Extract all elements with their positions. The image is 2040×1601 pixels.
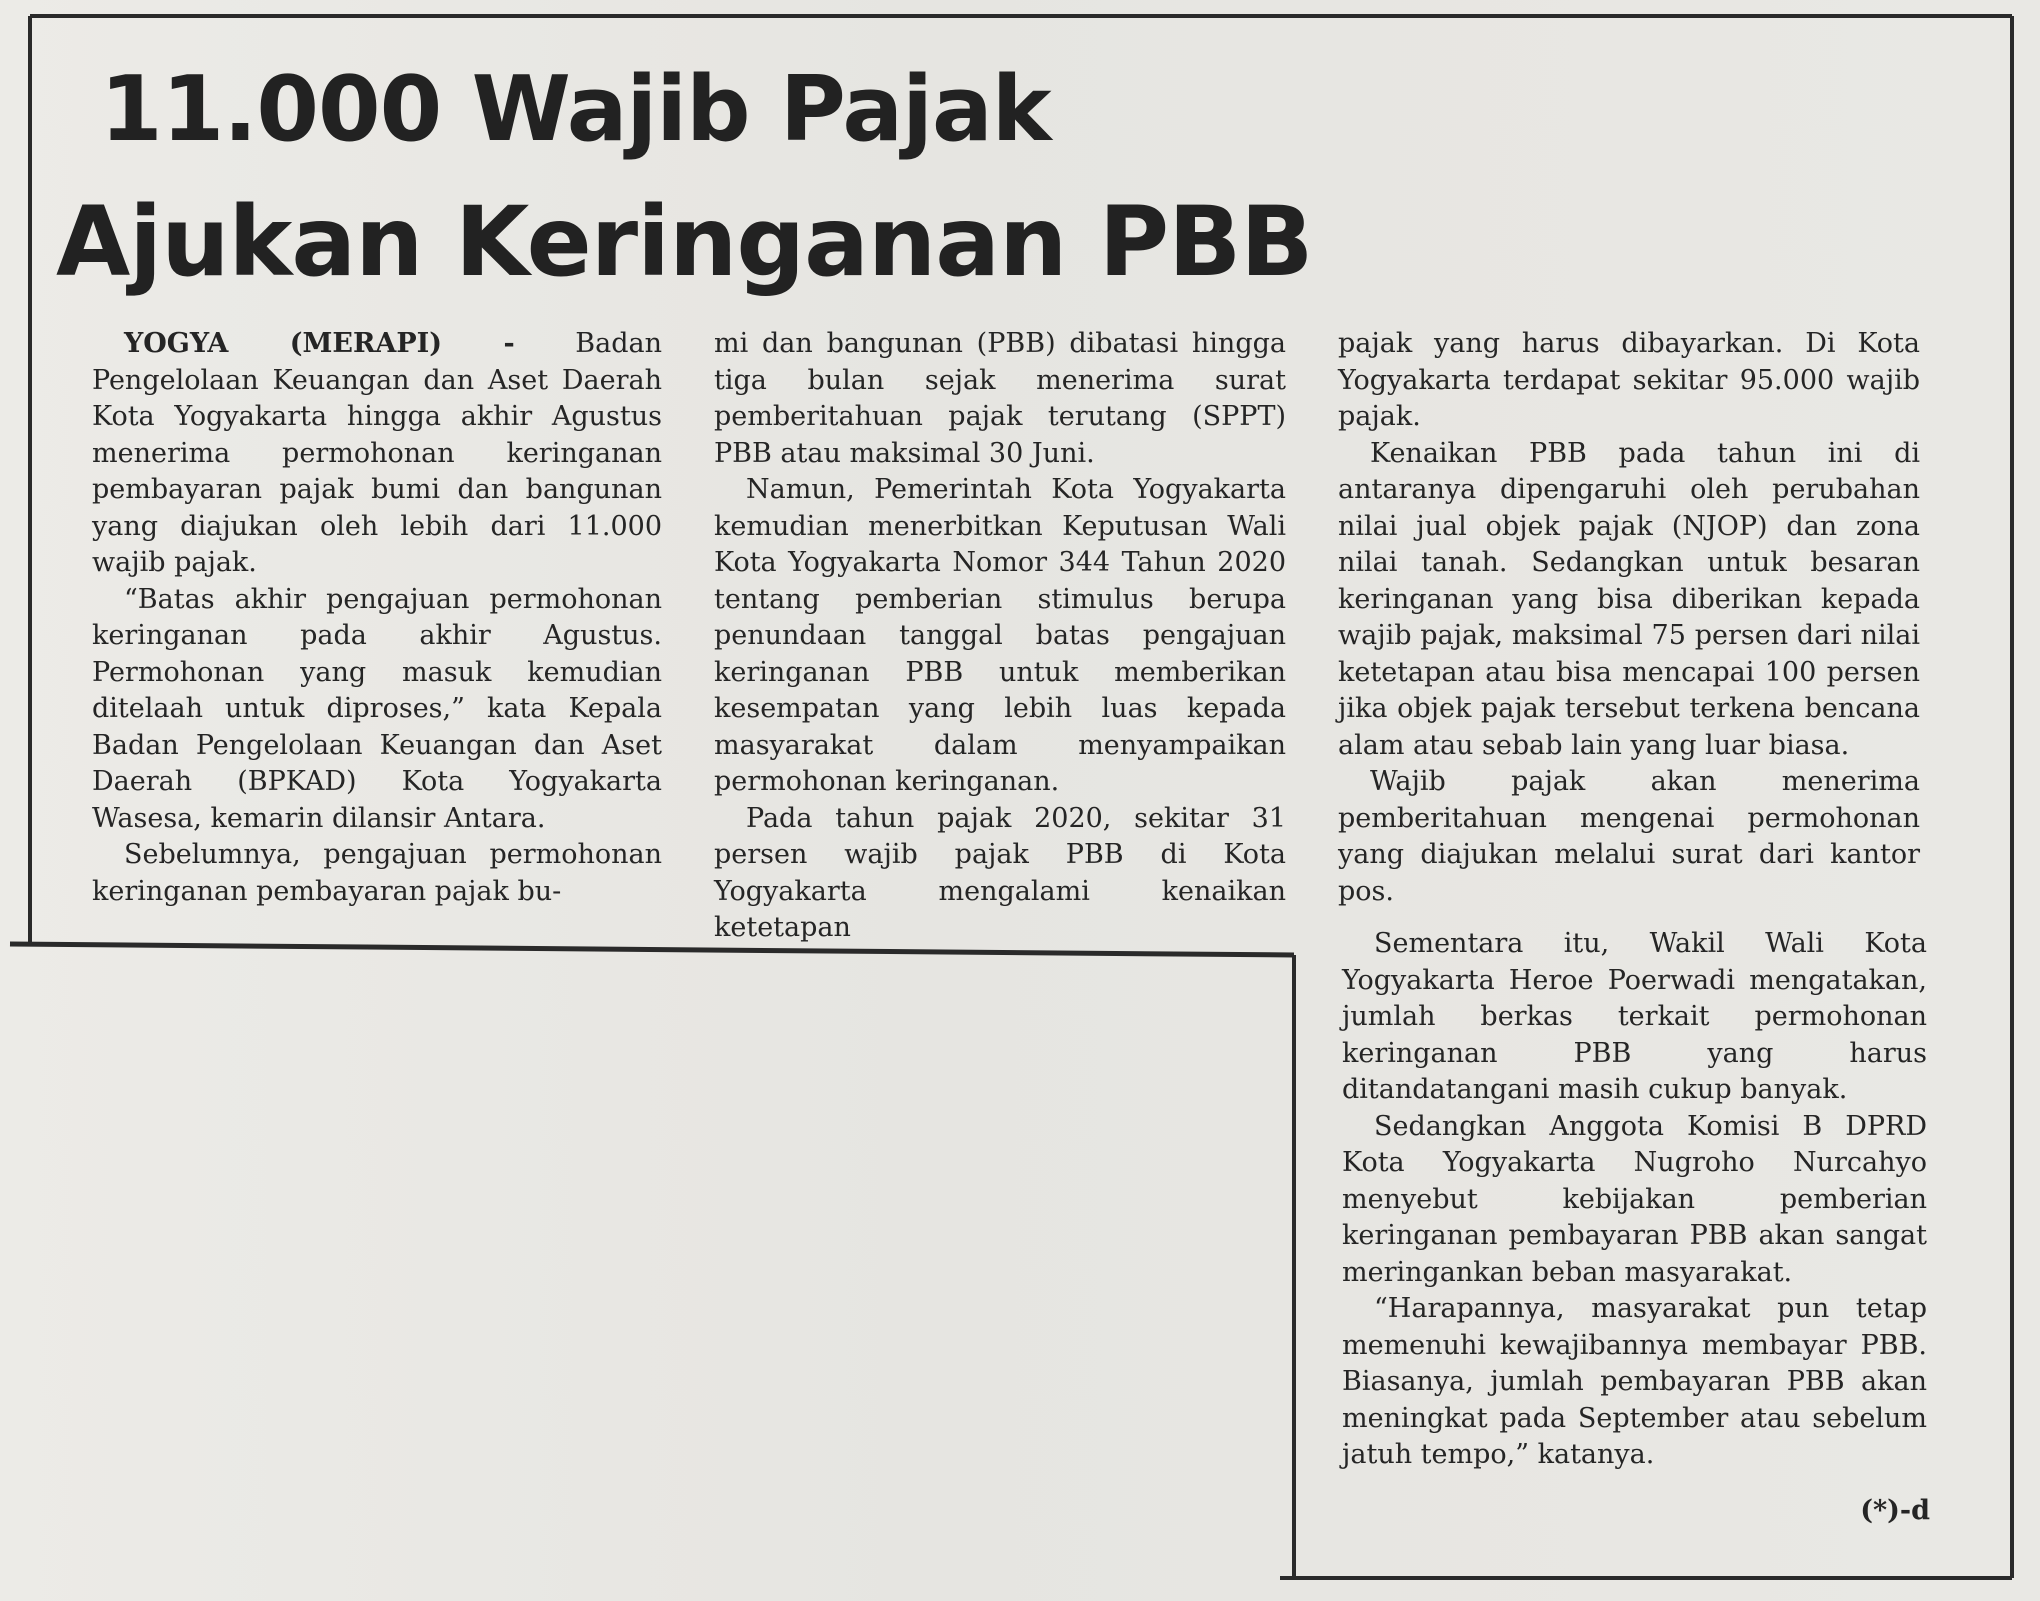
headline-line-1: 11.000 Wajib Pajak	[100, 57, 1051, 162]
article-column-1	[92, 326, 662, 910]
article-column-4	[1342, 926, 1927, 1474]
author-signature: (*)-d	[1860, 1495, 1930, 1526]
paragraph: “Harapannya, masyarakat pun tetap memenuhi kewajibannya membayar PBB. Biasanya, jumlah pembayaran PBB akan meningkat pada September atau sebelum jatuh tempo,” katanya.	[1342, 1293, 1927, 1470]
paragraph-text: Badan Pengelolaan Keuangan dan Aset Daerah Kota Yogyakarta hingga akhir Agustus menerima permohonan keringanan pembayaran pajak bumi dan bangunan yang diajukan oleh lebih dari 11.000 wajib pajak.	[92, 328, 662, 578]
article-column-3	[1338, 326, 1920, 910]
paragraph: Pada tahun pajak 2020, sekitar 31 persen wajib pajak PBB di Kota Yogyakarta mengalami kenaikan ketetapan	[714, 802, 1286, 943]
paragraph: mi dan bangunan (PBB) dibatasi hingga tiga bulan sejak menerima surat pemberitahuan pajak terutang (SPPT) PBB atau maksimal 30 Juni.	[714, 328, 1286, 469]
paragraph: Namun, Pemerintah Kota Yogyakarta kemudian menerbitkan Keputusan Wali Kota Yogyakarta Nomor 344 Tahun 2020 tentang pemberian stimulus berupa penundaan tanggal batas pengajuan keringanan PBB untuk memberikan kesempatan yang lebih luas kepada masyarakat dalam menyampaikan permohonan keringanan.	[714, 474, 1286, 797]
headline-line-2: Ajukan Keringanan PBB	[56, 186, 1313, 298]
paragraph: Kenaikan PBB pada tahun ini di antaranya dipengaruhi oleh perubahan nilai jual objek pajak (NJOP) dan zona nilai tanah. Sedangkan untuk besaran keringanan yang bisa diberikan kepada wajib pajak, maksimal 75 persen dari nilai ketetapan atau bisa mencapai 100 persen jika objek pajak tersebut terkena bencana alam atau sebab lain yang luar biasa.	[1338, 437, 1920, 761]
paragraph: Sementara itu, Wakil Wali Kota Yogyakarta Heroe Poerwadi mengatakan, jumlah berkas terkait permohonan keringanan PBB yang harus ditandatangani masih cukup banyak.	[1342, 928, 1927, 1105]
paragraph: pajak yang harus dibayarkan. Di Kota Yogyakarta terdapat sekitar 95.000 wajib pajak.	[1338, 328, 1920, 432]
paragraph: “Batas akhir pengajuan permohonan keringanan pada akhir Agustus. Permohonan yang masuk kemudian ditelaah untuk diproses,” kata Kepala Badan Pengelolaan Keuangan dan Aset Daerah (BPKAD) Kota Yogyakarta Wasesa, kemarin dilansir Antara.	[92, 583, 662, 834]
paragraph	[92, 326, 662, 582]
paragraph: Sebelumnya, pengajuan permohonan keringanan pembayaran pajak bu-	[92, 839, 662, 907]
paragraph: Sedangkan Anggota Komisi B DPRD Kota Yogyakarta Nugroho Nurcahyo menyebut kebijakan pemberian keringanan pembayaran PBB akan sangat meringankan beban masyarakat.	[1342, 1110, 1927, 1288]
article-column-2	[714, 326, 1286, 947]
paragraph: Wajib pajak akan menerima pemberitahuan mengenai permohonan yang diajukan melalui surat dari kantor pos.	[1338, 766, 1920, 907]
dateline: YOGYA (MERAPI) -	[124, 328, 515, 359]
